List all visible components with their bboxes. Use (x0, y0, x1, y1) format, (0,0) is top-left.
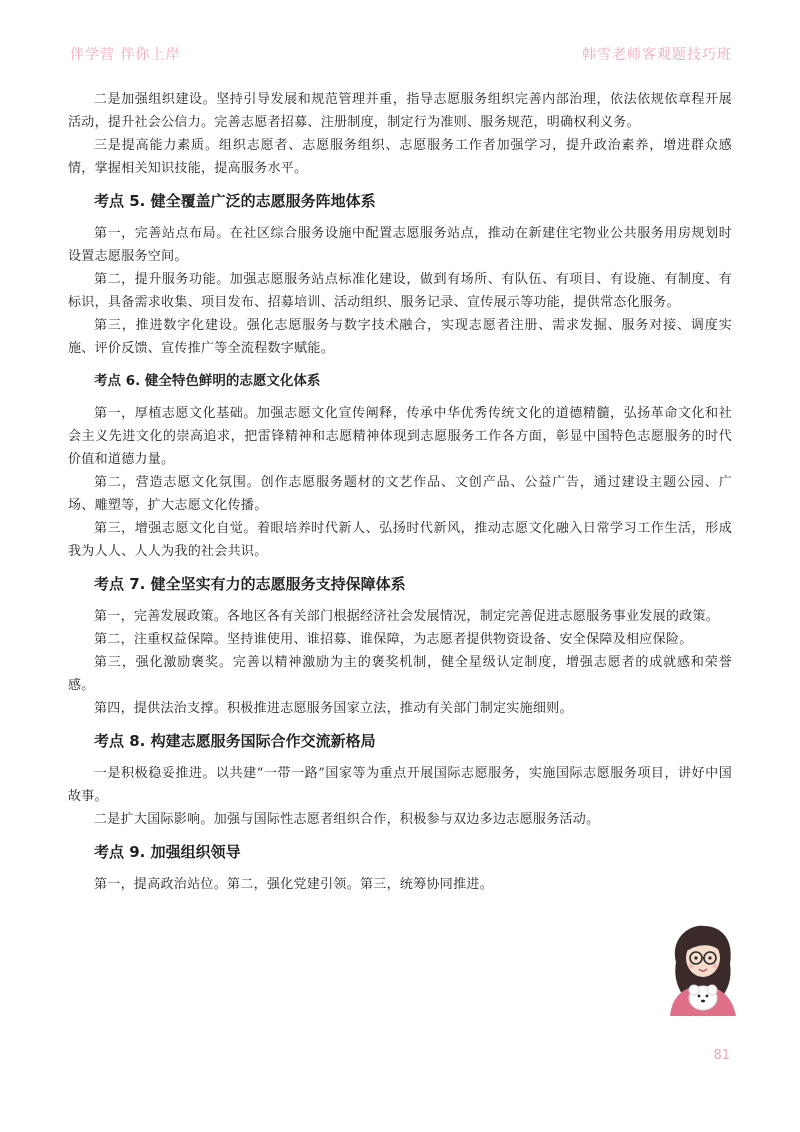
paragraph: 第一，厚植志愿文化基础。加强志愿文化宣传阐释，传承中华优秀传统文化的道德精髓，弘扬革命文化和社会主义先进文化的崇高追求，把雷锋精神和志愿精神体现到志愿服务工作各方面，彰显中国特色志愿服务的时代价值和道德力量。 (68, 406, 732, 467)
header-brand: 伴学营 伴你上岸 (70, 47, 181, 63)
section-8-heading: 考点 8. 构建志愿服务国际合作交流新格局 (94, 732, 376, 750)
section-6-heading: 考点 6. 健全特色鲜明的志愿文化体系 (94, 373, 321, 389)
paragraph: 第一，完善发展政策。各地区各有关部门根据经济社会发展情况，制定完善促进志愿服务事业发展的政策。 (94, 609, 720, 624)
paragraph: 第四，提供法治支撑。积极推进志愿服务国家立法，推动有关部门制定实施细则。 (94, 701, 573, 716)
paragraph: 第二，营造志愿文化氛围。创作志愿服务题材的文艺作品、文创产品、公益广告，通过建设主题公园、广场、雕塑等，扩大志愿文化传播。 (68, 475, 732, 513)
paragraph: 二是扩大国际影响。加强与国际性志愿者组织合作，积极参与双边多边志愿服务活动。 (94, 812, 600, 827)
teacher-avatar-illustration (660, 918, 744, 1016)
paragraph: 一是积极稳妥推进。以共建“一带一路”国家等为重点开展国际志愿服务，实施国际志愿服务项目，讲好中国故事。 (68, 766, 732, 804)
paragraph: 二是加强组织建设。坚持引导发展和规范管理并重，指导志愿服务组织完善内部治理，依法依规依章程开展活动，提升社会公信力。完善志愿者招募、注册制度，制定行为准则、服务规范，明确权利义务。 (68, 92, 732, 130)
header-course-title: 韩雪老师客观题技巧班 (582, 47, 732, 63)
section-9-heading: 考点 9. 加强组织领导 (94, 843, 241, 861)
document-body (68, 88, 732, 896)
page-number: 81 (713, 1048, 730, 1063)
paragraph: 三是提高能力素质。组织志愿者、志愿服务组织、志愿服务工作者加强学习，提升政治素养，增进群众感情，掌握相关知识技能，提高服务水平。 (68, 138, 732, 176)
section-7-heading: 考点 7. 健全坚实有力的志愿服务支持保障体系 (94, 575, 406, 593)
paragraph: 第三，强化激励褒奖。完善以精神激励为主的褒奖机制，健全星级认定制度，增强志愿者的成就感和荣誉感。 (68, 655, 732, 693)
section-5-heading: 考点 5. 健全覆盖广泛的志愿服务阵地体系 (94, 192, 376, 210)
paragraph: 第三，推进数字化建设。强化志愿服务与数字技术融合，实现志愿者注册、需求发掘、服务对接、调度实施、评价反馈、宣传推广等全流程数字赋能。 (68, 318, 732, 356)
paragraph: 第一，提高政治站位。第二，强化党建引领。第三，统筹协同推进。 (94, 877, 494, 892)
paragraph: 第二，提升服务功能。加强志愿服务站点标准化建设，做到有场所、有队伍、有项目、有设施、有制度、有标识，具备需求收集、项目发布、招募培训、活动组织、服务记录、宣传展示等功能，提供常态化服务。 (68, 272, 732, 310)
paragraph: 第二，注重权益保障。坚持谁使用、谁招募、谁保障，为志愿者提供物资设备、安全保障及相应保险。 (94, 632, 693, 647)
paragraph: 第一，完善站点布局。在社区综合服务设施中配置志愿服务站点，推动在新建住宅物业公共服务用房规划时设置志愿服务空间。 (68, 226, 732, 264)
page-header (70, 44, 732, 68)
paragraph: 第三，增强志愿文化自觉。着眼培养时代新人、弘扬时代新风，推动志愿文化融入日常学习工作生活，形成我为人人、人人为我的社会共识。 (68, 521, 732, 559)
